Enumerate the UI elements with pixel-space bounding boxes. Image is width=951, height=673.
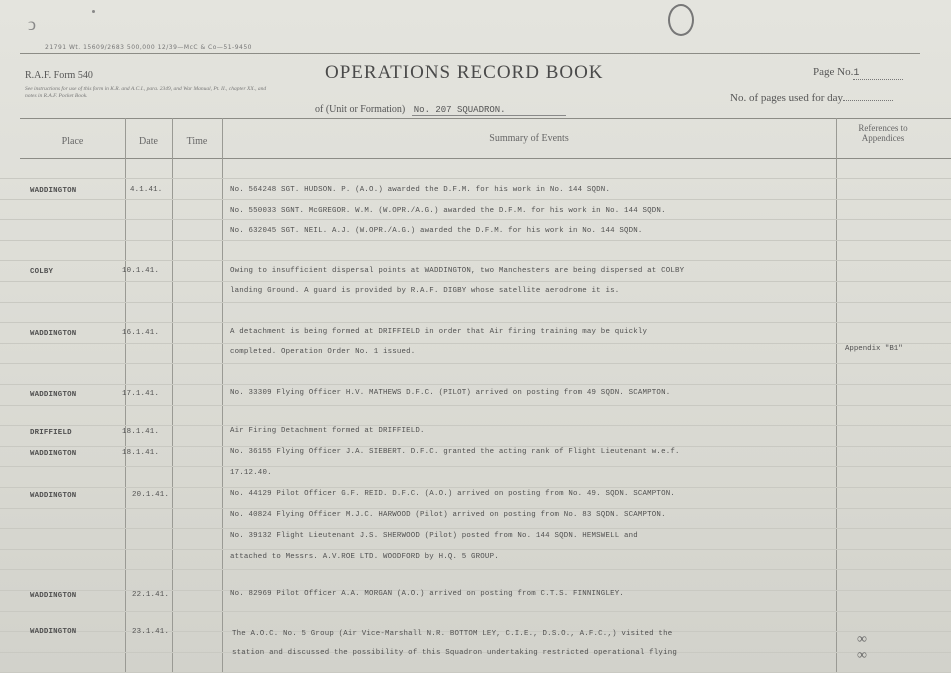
printer-imprint: 21791 Wt. 15609/2683 500,000 12/39—McC & Co—51-9450 xyxy=(45,44,252,51)
column-header-time: Time xyxy=(186,136,208,147)
entry-place: WADDINGTON xyxy=(30,492,77,500)
column-header-summary: Summary of Events xyxy=(489,133,569,144)
ledger-rule xyxy=(0,240,951,241)
entry-line: No. 632045 SGT. NEIL. A.J. (W.OPR./A.G.) awarded the D.F.M. for his work in No. 144 SQDN. xyxy=(230,227,643,235)
ink-dot xyxy=(92,10,95,13)
entry-line: completed. Operation Order No. 1 issued. xyxy=(230,348,416,356)
entry-line: No. 36155 Flying Officer J.A. SIEBERT. D.F.C. granted the acting rank of Flight Lieutenant w.e.f. xyxy=(230,448,680,456)
entry-place: WADDINGTON xyxy=(30,628,77,636)
page-number xyxy=(813,66,903,80)
form-instructions: See instructions for use of this form in K.R. and A.C.I., para. 2349, and War Manual, Pt. II., chapter XX., and notes in R.A.F. Pocket Book. xyxy=(25,86,267,99)
entry-date: 4.1.41. xyxy=(130,186,163,194)
entry-date: 22.1.41. xyxy=(132,591,170,599)
entry-date: 18.1.41. xyxy=(122,449,160,457)
entry-place: WADDINGTON xyxy=(30,450,77,458)
ledger-rule xyxy=(0,528,951,529)
entry-date: 10.1.41. xyxy=(122,267,160,275)
ledger-rule xyxy=(0,302,951,303)
ledger-rule xyxy=(0,281,951,282)
entry-line: No. 44129 Pilot Officer G.F. REID. D.F.C. (A.O.) arrived on posting from No. 49. SQDN. SCAMPTON. xyxy=(230,490,675,498)
entry-place: WADDINGTON xyxy=(30,391,77,399)
page-number-value: 1 xyxy=(853,68,903,80)
entry-line: No. 550033 SGNT. McGREGOR. W.M. (W.OPR./A.G.) awarded the D.F.M. for his work in No. 144 SQDN. xyxy=(230,207,666,215)
ledger-rule xyxy=(0,343,951,344)
ledger-rule xyxy=(0,487,951,488)
page-number-label: Page No. xyxy=(813,66,854,78)
entry-line: station and discussed the possibility of this Squadron undertaking restricted operational flying xyxy=(232,649,677,657)
entry-place: DRIFFIELD xyxy=(30,429,72,437)
ledger-rule xyxy=(0,611,951,612)
entry-line: No. 40824 Flying Officer M.J.C. HARWOOD (Pilot) arrived on posting from No. 83 SQDN. SCAMPTON. xyxy=(230,511,666,519)
entry-place: WADDINGTON xyxy=(30,592,77,600)
entry-line: 17.12.40. xyxy=(230,469,272,477)
ledger-rule xyxy=(0,260,951,261)
entry-line: The A.O.C. No. 5 Group (Air Vice-Marshall N.R. BOTTOM LEY, C.I.E., D.S.O., A.F.C.,) visited the xyxy=(232,630,673,638)
ledger-rule xyxy=(0,446,951,447)
form-number: R.A.F. Form 540 xyxy=(25,70,93,81)
entry-date: 20.1.41. xyxy=(132,491,170,499)
ledger-rule xyxy=(0,508,951,509)
handwritten-mark-icon: ∞ ∞ xyxy=(857,632,864,663)
pencil-mark-icon: ↄ xyxy=(28,14,36,34)
ledger-rule xyxy=(0,384,951,385)
entry-date: 17.1.41. xyxy=(122,390,160,398)
pages-used-label: No. of pages used for day xyxy=(730,92,844,104)
column-header-references: References to Appendices xyxy=(858,123,908,143)
entry-line: attached to Messrs. A.V.ROE LTD. WOODFORD by H.Q. 5 GROUP. xyxy=(230,553,499,561)
entry-date: 23.1.41. xyxy=(132,628,170,636)
entry-line: No. 39132 Flight Lieutenant J.S. SHERWOOD (Pilot) posted from No. 144 SQDN. HEMSWELL and xyxy=(230,532,638,540)
ledger-rule xyxy=(0,322,951,323)
entry-line: No. 82969 Pilot Officer A.A. MORGAN (A.O.) arrived on posting from C.T.S. FINNINGLEY. xyxy=(230,590,624,598)
pages-used-value xyxy=(843,100,893,101)
page-title: OPERATIONS RECORD BOOK xyxy=(325,62,604,83)
unit-value: No. 207 SQUADRON. xyxy=(412,105,566,116)
column-header-place: Place xyxy=(61,136,84,147)
entry-line: landing Ground. A guard is provided by R.A.F. DIGBY whose satellite aerodrome it is. xyxy=(230,287,620,295)
entry-line: No. 564248 SGT. HUDSON. P. (A.O.) awarded the D.F.M. for his work in No. 144 SQDN. xyxy=(230,186,611,194)
circled-page-mark xyxy=(668,4,694,36)
entry-line: No. 33309 Flying Officer H.V. MATHEWS D.F.C. (PILOT) arrived on posting from 49 SQDN. SCAMPTON. xyxy=(230,389,671,397)
entry-place: WADDINGTON xyxy=(30,330,77,338)
ledger-rule xyxy=(0,219,951,220)
entry-line: Air Firing Detachment formed at DRIFFIELD. xyxy=(230,427,425,435)
entry-place: WADDINGTON xyxy=(30,187,77,195)
ledger-rule xyxy=(0,405,951,406)
entry-date: 16.1.41. xyxy=(122,329,160,337)
ledger-rule xyxy=(0,425,951,426)
ledger-rule xyxy=(0,178,951,179)
entry-line: A detachment is being formed at DRIFFIELD in order that Air firing training may be quickly xyxy=(230,328,648,336)
ledger-rule xyxy=(0,199,951,200)
entry-date: 18.1.41. xyxy=(122,428,160,436)
unit-label: of (Unit or Formation) xyxy=(315,104,406,115)
ledger-rule xyxy=(0,569,951,570)
entry-place: COLBY xyxy=(30,268,54,276)
column-header-date: Date xyxy=(139,136,158,147)
ledger-rule xyxy=(0,549,951,550)
ledger-rule xyxy=(0,363,951,364)
unit-line xyxy=(315,104,566,115)
appendix-reference: Appendix "B1" xyxy=(845,345,903,353)
entry-line: Owing to insufficient dispersal points at WADDINGTON, two Manchesters are being dispersed at COLBY xyxy=(230,267,685,275)
pages-used xyxy=(730,92,893,104)
ledger-rule xyxy=(0,466,951,467)
